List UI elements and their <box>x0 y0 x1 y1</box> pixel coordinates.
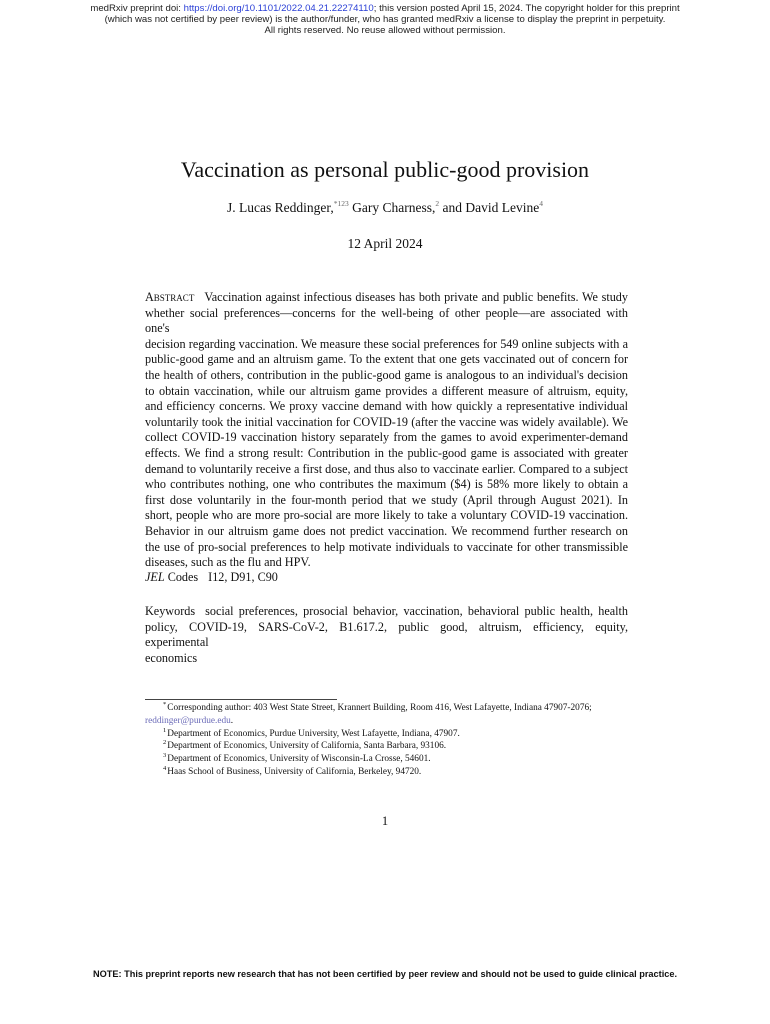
footnotes <box>145 702 629 779</box>
footnote-email-line <box>145 715 629 728</box>
abstract-line: voluntarily took the initial vaccination for COVID-19 (after the vaccine was widely available). We <box>145 414 628 429</box>
keywords-section <box>145 604 628 666</box>
footnote-email-suffix: . <box>230 715 234 726</box>
footnote-corresponding-text: Corresponding author: 403 West State Street, Krannert Building, Room 416, West Lafayette, Indiana 47907-2076; <box>167 703 592 713</box>
paper-date: 12 April 2024 <box>347 236 423 251</box>
abstract-line: public-good game and an altruism game. To the extent that one gets vaccinated out of concern for <box>145 352 628 367</box>
author-name: and David Levine <box>442 200 540 215</box>
doi-link[interactable]: https://doi.org/10.1101/2022.04.21.22274110 <box>183 3 374 14</box>
abstract-line: first dose voluntarily in the four-month period that we study (April through August 2021). In <box>145 492 628 507</box>
page-number: 1 <box>381 814 389 828</box>
footnote-affiliation <box>145 753 629 766</box>
preprint-banner <box>0 3 770 37</box>
jel-codes-section <box>145 570 628 586</box>
footnote-affiliation-text: Department of Economics, University of Wisconsin-La Crosse, 54601. <box>167 754 431 765</box>
footnote-mark: 2 <box>163 739 167 747</box>
banner-doi-suffix: ; this version posted April 15, 2024. The copyright holder for this preprint <box>373 3 680 14</box>
abstract-line: diseases, such as the flu and HPV. <box>145 555 311 570</box>
banner-line-3: All rights reserved. No reuse allowed without permission. <box>264 25 506 37</box>
banner-line-1 <box>0 3 770 14</box>
footnote-corresponding <box>145 702 629 715</box>
author-affiliation-marks: *123 <box>333 199 349 208</box>
abstract-section <box>145 290 628 571</box>
abstract-line: decision regarding vaccination. We measure these social preferences for 549 online subjects with a <box>145 336 628 351</box>
footnote-affiliation <box>145 740 629 753</box>
abstract-line: collect COVID-19 vaccination history separately from the games to avoid experimenter-demand <box>145 430 628 445</box>
author-list <box>0 199 770 217</box>
abstract-line-text: Vaccination against infectious diseases has both private and public benefits. We study <box>204 290 628 304</box>
jel-codes: I12, D91, C90 <box>208 570 278 584</box>
keywords-line: policy, COVID-19, SARS-CoV-2, B1.617.2, public good, altruism, efficiency, equity, experimental <box>145 619 628 650</box>
author-affiliation-marks: 4 <box>539 199 543 208</box>
corresponding-email-link[interactable]: reddinger@purdue.edu <box>145 715 231 726</box>
paper-title: Vaccination as personal public-good provision <box>180 157 590 182</box>
abstract-line: and efficiency concerns. We proxy vaccine demand with how quickly a representative individual <box>145 399 628 414</box>
footnote-divider <box>145 699 337 700</box>
abstract-line: demand to voluntarily receive a first dose, and thus also to vaccinate earlier. Compared to a subject <box>145 461 628 476</box>
abstract-line: whether social preferences—concerns for the well-being of other people—are associated with one's <box>145 305 628 336</box>
jel-line <box>145 570 628 586</box>
keywords-line <box>145 604 628 620</box>
banner-line-2: (which was not certified by peer review) is the author/funder, who has granted medRxiv a license to display the preprint in perpetuity. <box>104 14 666 26</box>
abstract-line: the health of others, contribution in the public-good game is analogous to an individual's decision <box>145 367 628 382</box>
author-name: Gary Charness, <box>352 200 436 215</box>
footnote-mark: * <box>163 701 167 708</box>
abstract-line <box>145 290 628 306</box>
footnote-affiliation <box>145 766 629 779</box>
abstract-line: short, people who are more pro-social are more likely to take a voluntary COVID-19 vaccination. <box>145 508 628 523</box>
footnote-affiliation-text: Department of Economics, University of California, Santa Barbara, 93106. <box>167 741 447 752</box>
peer-review-note: NOTE: This preprint reports new research that has not been certified by peer review and should not be used to guide clinical practice. <box>92 969 678 979</box>
banner-doi-prefix: medRxiv preprint doi: <box>90 3 184 14</box>
footnote-mark: 4 <box>163 764 167 772</box>
footnote-affiliation <box>145 728 629 741</box>
author-name: J. Lucas Reddinger, <box>227 200 334 215</box>
abstract-line: Behavior in our altruism game does not predict vaccination. We recommend further research on <box>145 523 628 538</box>
abstract-line: effects. We find a strong result: Contribution in the public-good game is associated with greater <box>145 445 628 460</box>
footnote-mark: 1 <box>163 726 167 734</box>
jel-heading-rest: Codes <box>164 570 199 584</box>
author-affiliation-marks: 2 <box>435 199 440 208</box>
footnote-mark: 3 <box>163 752 167 760</box>
abstract-heading: Abstract <box>145 290 195 304</box>
keywords-line-text: social preferences, prosocial behavior, vaccination, behavioral public health, health <box>205 604 628 618</box>
abstract-line: to obtain vaccination, while our altruism game provides a different measure of altruism, equity, <box>145 383 628 398</box>
keywords-line: economics <box>145 650 198 665</box>
abstract-line: the use of pro-social preferences to help motivate individuals to vaccinate for other transmissible <box>145 539 628 554</box>
jel-heading-italic: JEL <box>145 570 165 584</box>
footnote-affiliation-text: Department of Economics, Purdue University, West Lafayette, Indiana, 47907. <box>167 728 460 739</box>
abstract-line: who contributes nothing, one who contributes the maximum ($4) is 58% more likely to obtain a <box>145 477 628 492</box>
footnote-affiliation-text: Haas School of Business, University of California, Berkeley, 94720. <box>167 766 422 777</box>
keywords-heading: Keywords <box>145 604 196 618</box>
jel-heading <box>145 570 198 584</box>
